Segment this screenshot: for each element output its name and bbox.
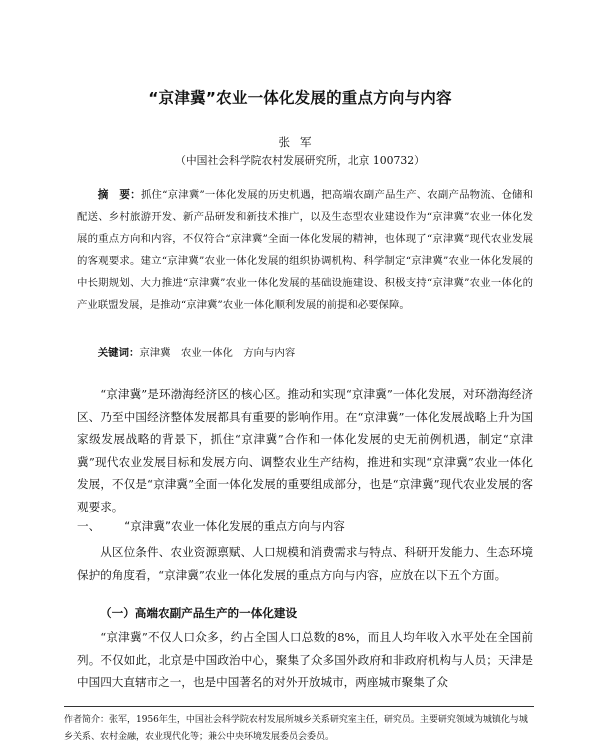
intro-paragraph: “京津冀”是环渤海经济区的核心区。推动和实现“京津冀”一体化发展，对环渤海经济区、乃至中国经济整体发展都具有重要的影响作用。在“京津冀”一体化发展战略上升为国家级发展战略的背景下，抓住“京津冀”合作和一体化发展的史无前例机遇，制定“京津冀”现代农业发展目标和发展方向、调整农业生产结构，推进和实现“京津冀”农业一体化发展，不仅是“京津冀”全面一体化发展的重要组成部分，也是“京津冀”现代农业发展的客观要求。	[77, 387, 533, 514]
abstract-text: 抓住“京津冀”一体化发展的历史机遇，把高端农副产品生产、农副产品物流、仓储和配送、乡村旅游开发、新产品研发和新技术推广，以及生态型农业建设作为“京津冀”农业一体化发展的重点方向和内容，不仅符合“京津冀”全面一体化发展的精神，也体现了“京津冀”现代农业发展的客观要求。建立“京津冀”农业一体化发展的组织协调机构、科学制定“京津冀”农业一体化发展的中长期规划、大力推进“京津冀”农业一体化发展的基础设施建设、积极支持“京津冀”农业一体化的产业联盟发展，是推动“京津冀”农业一体化顺利发展的前提和必要保障。	[77, 189, 533, 311]
abstract	[77, 184, 533, 316]
section-1-paragraph: 从区位条件、农业资源禀赋、人口规模和消费需求与特点、科研开发能力、生态环境保护的角度看，“京津冀”农业一体化发展的重点方向与内容，应放在以下五个方面。	[77, 545, 533, 582]
section-heading-1-text: “京津冀”农业一体化发展的重点方向与内容	[124, 519, 345, 533]
section-heading-1-number: 一、	[77, 519, 101, 533]
keywords-text: 京津冀 农业一体化 方向与内容	[139, 347, 296, 359]
subsection-heading-1: （一）高端农副产品生产的一体化建设	[100, 606, 298, 620]
author-affiliation: （中国社会科学院农村发展研究所，北京 100732）	[175, 154, 425, 167]
abstract-label: 摘 要：	[97, 189, 141, 201]
footnote-divider	[64, 706, 534, 707]
keywords-label: 关键词：	[97, 347, 140, 359]
subsection-1-paragraph: “京津冀”不仅人口众多，约占全国人口总数的8%，而且人均年收入水平处在全国前列。不仅如此，北京是中国政治中心，聚集了众多国外政府和非政府机构与人员；天津是中国四大直辖市之一，也是中国著名的对外开放城市，两座城市聚集了众	[77, 630, 533, 689]
article-title: “京津冀”农业一体化发展的重点方向与内容	[148, 89, 452, 107]
author-footnote: 作者简介：张军，1956年生，中国社会科学院农村发展所城乡关系研究室主任，研究员。主要研究领域为城镇化与城乡关系、农村金融，农业现代化等；兼公中央环境发展委员会委员。	[64, 715, 528, 742]
keywords	[77, 344, 533, 359]
section-heading-1	[77, 518, 345, 534]
author-name: 张军	[278, 135, 322, 149]
